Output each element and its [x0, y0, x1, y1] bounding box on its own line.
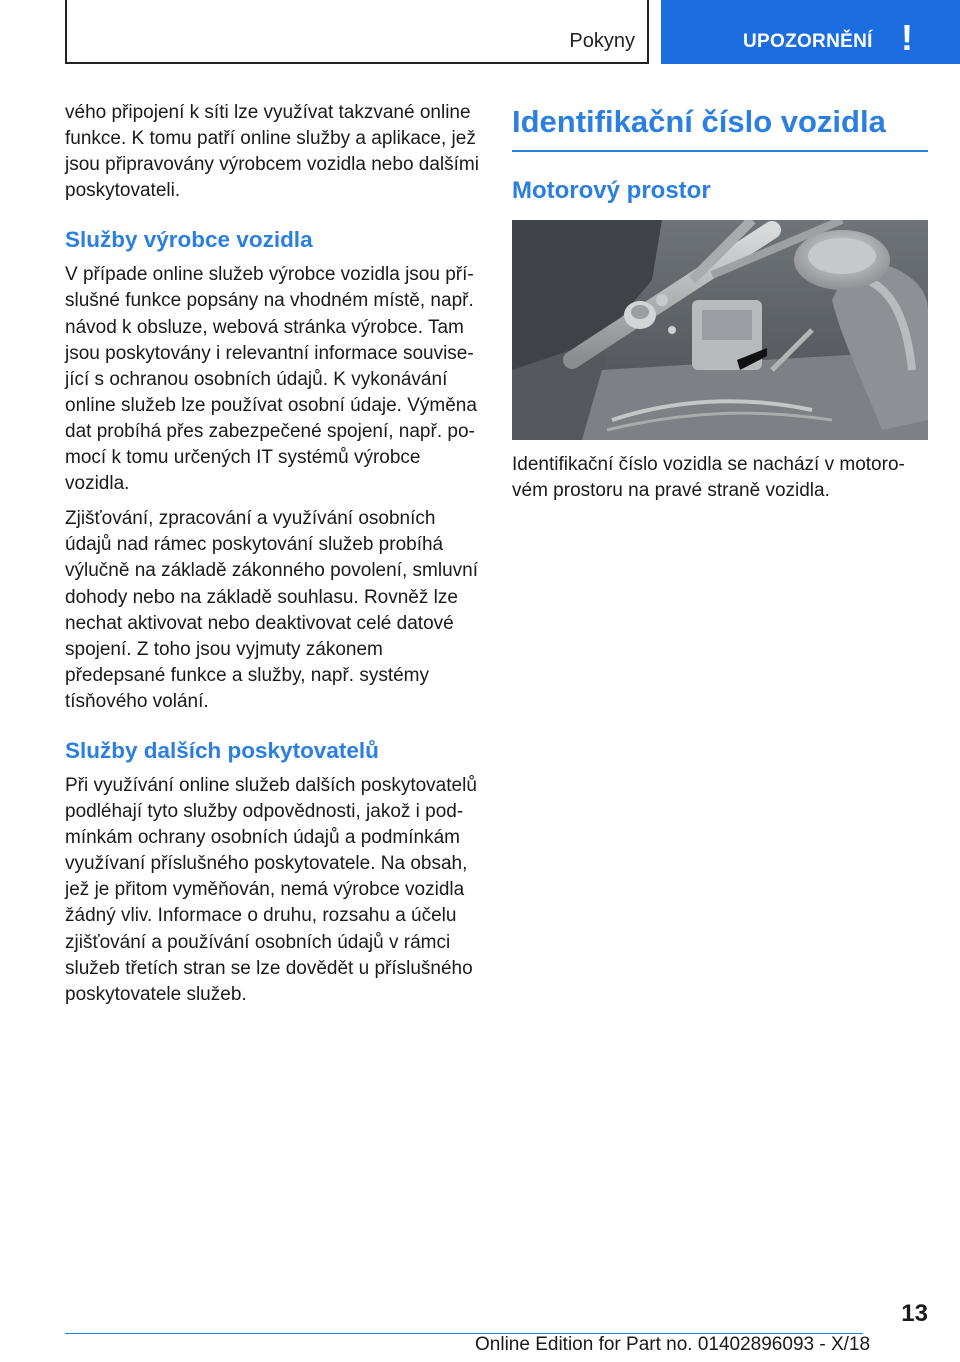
manufacturer-services-paragraph: V případe online služeb výrobce vozidla jsou příslušné funkce popsány na vhodném místě, např. návod k obsluze, webová stránka výrobce. Tam jsou poskytovány i relevantní informace související s ochranou osobních údajů. K vykonávání online služeb lze používat osobní údaje. Výměna dat probíhá přes zabezpečené spojení, např. pomocí k tomu určených IT systémů výrobce vozidla. [65, 264, 477, 495]
vin-title: Identifikační číslo vozidla [512, 100, 928, 152]
third-party-paragraph: Při využívání online služeb dalších poskytovatelů podléhají tyto služby odpovědnosti, jakož i podmínkám ochrany osobních údajů a podmínkám využívaní příslušného poskytovatele. Na obsah, jež je přitom vyměňován, nemá výrobce vozidla žádný vliv. Informace o druhu, rozsahu a účelu zjišťování a používání osobních údajů v rámci služeb třetích stran se lze dovědět u příslušného poskytovatele služeb. [65, 774, 477, 1005]
data-processing-paragraph: Zjišťování, zpracování a využívání osobních údajů nad rámec poskytování služeb probíhá výlučně na základě zákonného povolení, smluvní dohody nebo na základě souhlasu. Rovněž lze nechat aktivovat nebo deaktivovat celé datové spojení. Z toho jsou vyjmuty zákonem předepsané funkce a služby, např. systémy tísňového volání. [65, 508, 478, 712]
warning-tab[interactable] [661, 0, 960, 64]
heading-third-party-services: Služby dalších poskytovatelů [65, 737, 379, 763]
engine-bay-subtitle: Motorový prostor [512, 177, 711, 204]
left-column [65, 100, 480, 1017]
right-column [512, 100, 928, 513]
exclamation-icon: ! [901, 17, 913, 58]
heading-manufacturer-services: Služby výrobce vozidla [65, 227, 313, 253]
header-section-box [65, 0, 649, 64]
vin-location-caption: Identifikační číslo vozidla se nachází v motorovém prostoru na pravé straně vozidla. [512, 454, 905, 502]
footer-edition: Online Edition for Part no. 01402896093 - X/18 [475, 1334, 871, 1355]
warning-label: UPOZORNĚNÍ [743, 31, 873, 52]
engine-bay-photo [512, 220, 928, 440]
section-title: Pokyny [569, 30, 635, 52]
intro-paragraph: vého připojení k síti lze využívat takzvané online funkce. K tomu patří online služby a aplikace, jež jsou připravovány výrobcem vozidla nebo dalšími poskytovateli. [65, 102, 479, 202]
page-number: 13 [901, 1300, 928, 1327]
